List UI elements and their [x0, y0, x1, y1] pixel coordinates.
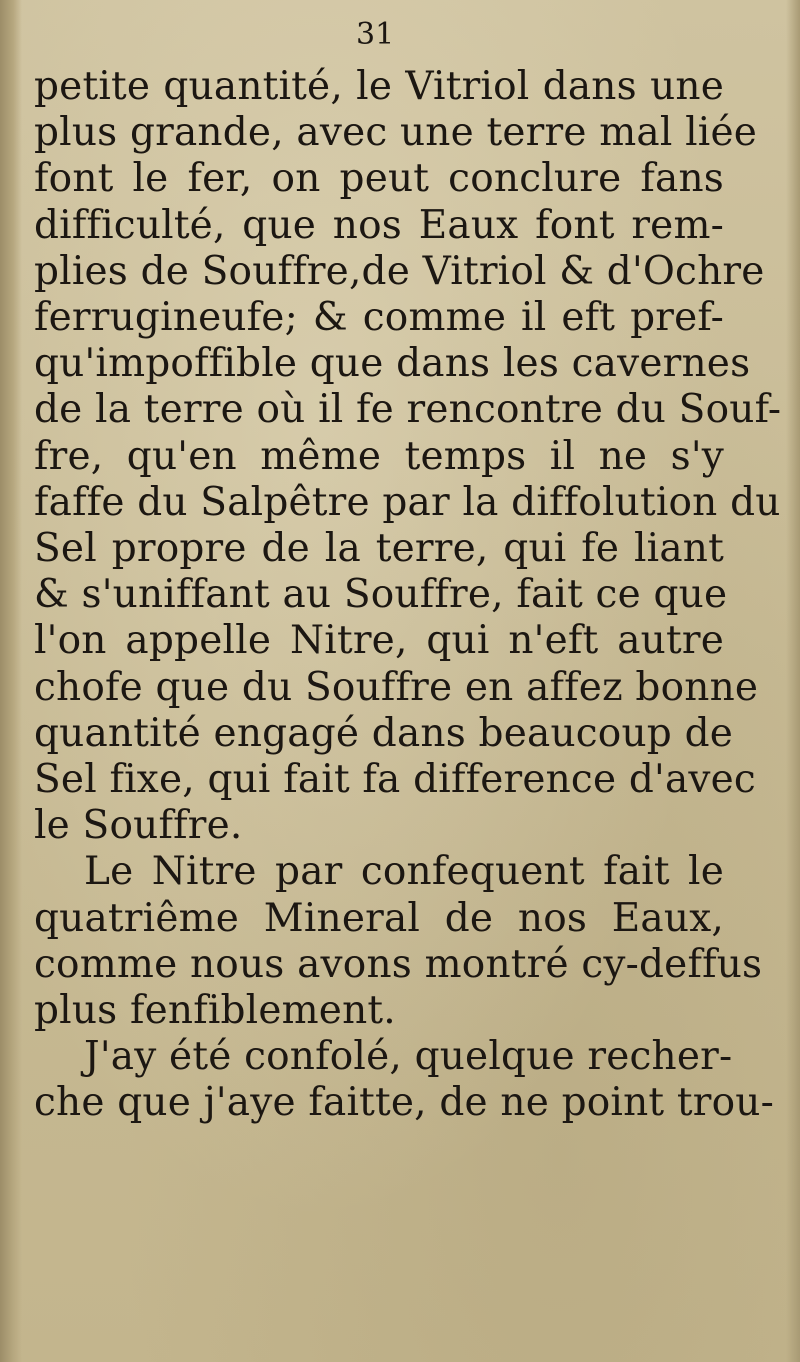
text-line: faffe du Salpêtre par la diffolution du	[34, 479, 781, 525]
text-line: quatriême Mineral de nos Eaux,	[34, 895, 724, 941]
text-line: fre, qu'en même temps il ne s'y	[34, 433, 724, 479]
body-text	[34, 64, 782, 1127]
text-line: difficulté, que nos Eaux font rem-	[34, 202, 724, 248]
text-line: che que j'aye faitte, de ne point trou-	[34, 1080, 774, 1126]
page-right-edge-shadow	[786, 0, 800, 1362]
text-line: chofe que du Souffre en affez bonne	[34, 664, 759, 710]
text-line: & s'uniffant au Souffre, fait ce que	[34, 572, 728, 618]
text-line: quantité engagé dans beaucoup de	[34, 710, 734, 756]
page-left-edge-shadow	[0, 0, 22, 1362]
text-line: de la terre où il fe rencontre du Souf-	[34, 387, 782, 433]
text-line: petite quantité, le Vitriol dans une	[34, 64, 724, 109]
text-line: qu'impoffible que dans les cavernes	[34, 341, 751, 387]
text-line: le Souffre.	[34, 803, 243, 849]
text-line: font le fer, on peut conclure fans	[34, 156, 724, 202]
text-line: plus fenfiblement.	[34, 988, 396, 1034]
page-number: 31	[356, 17, 395, 52]
text-line: Sel propre de la terre, qui fe liant	[34, 526, 724, 572]
text-line: Sel fixe, qui fait fa difference d'avec	[34, 757, 756, 803]
text-line: Le Nitre par confequent fait le	[84, 849, 724, 895]
text-line: J'ay été confolé, quelque recher-	[84, 1034, 733, 1080]
text-line: comme nous avons montré cy-deffus	[34, 941, 763, 987]
text-line: l'on appelle Nitre, qui n'eft autre	[34, 618, 724, 664]
text-line: plus grande, avec une terre mal liée	[34, 110, 758, 156]
text-line: ferrugineufe; & comme il eft pref-	[34, 295, 724, 341]
text-line: plies de Souffre,de Vitriol & d'Ochre	[34, 248, 765, 294]
